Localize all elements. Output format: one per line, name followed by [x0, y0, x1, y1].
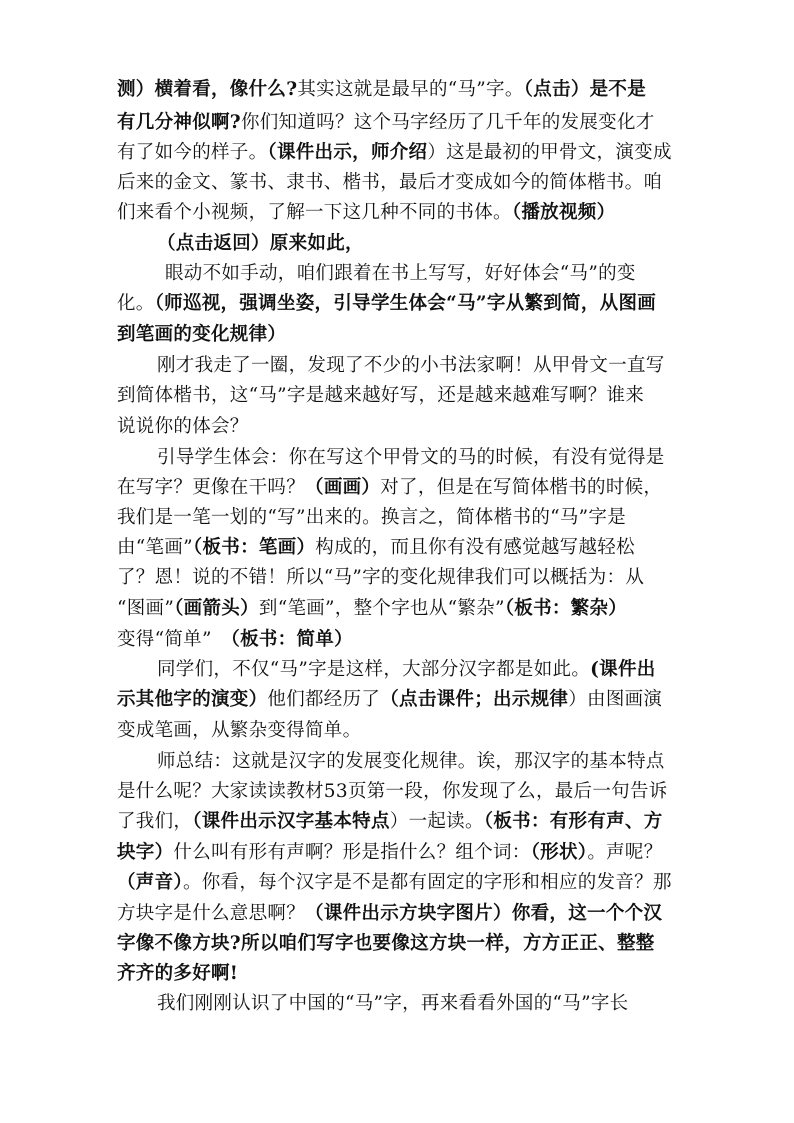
bold-text-run: （板书：有形有声、方: [483, 811, 663, 832]
text-line: [117, 874, 672, 893]
text-line: [157, 995, 628, 1014]
bold-text-run: （点击课件；出示规律: [380, 689, 569, 710]
text-line: [117, 144, 672, 163]
bold-text-run: （点击）是不是: [523, 79, 647, 100]
text-run: ）由图画演: [568, 689, 663, 710]
text-line: [117, 509, 626, 528]
bold-text-run: （课件出示，师介绍: [267, 142, 428, 163]
text-line: [157, 357, 665, 376]
bold-text-run: 齐齐的多好啊!: [117, 963, 239, 984]
text-line: [117, 539, 635, 558]
bold-text-run: （课件出示方块字图片）你看，这一个个汉: [305, 903, 663, 924]
text-run: “图画”: [117, 598, 175, 619]
text-line: [117, 844, 663, 863]
text-run: 后来的金文、篆书、隶书、楷书，最后才变成如今的简体楷书。咱: [117, 172, 663, 193]
text-run: 他们都经历了: [267, 689, 381, 710]
text-line: [117, 81, 646, 100]
bold-text-run: 块字）: [117, 842, 174, 863]
text-run: 变得“简单”: [117, 629, 231, 650]
text-line: [117, 722, 361, 741]
text-run: 在写字？更像在干吗？: [117, 477, 306, 498]
text-line: [117, 600, 627, 619]
text-line: [117, 114, 655, 133]
text-run: 。你看，每个汉字是不是都有固定的字形和相应的发音？那: [182, 872, 672, 893]
text-run: 我们是一笔一划的“写”出来的。换言之，简体楷书的“马”字是: [117, 507, 627, 528]
bold-text-run: （板书：繁杂）: [504, 598, 628, 619]
text-line: [157, 235, 364, 254]
text-run: 们来看个小视频，了解一下这几种不同的书体。: [117, 202, 512, 223]
bold-text-run: （师巡视，强调坐姿，引导学生体会“马”字从繁到简，从图画: [154, 293, 657, 314]
text-run: 师总结：这就是汉字的发展变化规律。诶，那汉字的基本特点: [157, 751, 665, 772]
text-run: 其实这就是最早的“马”字。: [297, 79, 524, 100]
text-run: ）一起读。: [389, 811, 484, 832]
text-line: [117, 783, 668, 802]
text-run: 构成的，而且你有没有感觉越写越轻松: [315, 537, 635, 558]
text-run: 说说你的体会？: [117, 416, 249, 437]
bold-text-run: 字像不像方块?所以咱们写字也要像这方块一样，方方正正、整整: [117, 933, 655, 954]
text-run: 什么叫有形有声啊？形是指什么？组个词：: [173, 842, 531, 863]
bold-text-run: （画箭头）: [174, 598, 259, 619]
text-line: [157, 661, 656, 680]
text-run: 了我们，: [117, 811, 193, 832]
text-line: [117, 418, 249, 437]
bold-text-run: 到笔画的变化规律）: [117, 324, 287, 345]
text-run: 了？恩！说的不错！所以“马”字的变化规律我们可以概括为：从: [117, 567, 645, 588]
text-line: [117, 479, 662, 498]
bold-text-run: （板书：简单）: [230, 629, 353, 650]
text-run: 眼动不如手动，咱们跟着在书上写写，好好体会“马”的变: [165, 263, 636, 284]
bold-text-run: （声音）: [117, 872, 183, 893]
text-run: 方块字是什么意思啊？: [117, 903, 306, 924]
text-run: 由“笔画”: [117, 537, 193, 558]
text-run: 到简体楷书，这“马”字是越来越好写，还是越来越难写啊？谁来: [117, 385, 645, 406]
text-run: 到“笔画”，整个字也从“繁杂”: [258, 598, 505, 619]
bold-text-run: (课件出: [590, 659, 656, 680]
text-run: 你们知道吗？这个马字经历了几千年的发展变化才: [240, 112, 655, 133]
bold-text-run: 示其他字的演变）: [117, 689, 268, 710]
bold-text-run: （板书：笔画）: [192, 537, 316, 558]
text-line: [165, 265, 636, 284]
text-run: 化。: [117, 293, 155, 314]
text-line: [117, 569, 644, 588]
bold-text-run: （播放视频）: [511, 202, 616, 223]
text-run: 我们刚刚认识了中国的“马”字，再来看看外国的“马”字长: [157, 993, 629, 1014]
text-line: [157, 449, 665, 468]
text-line: [117, 935, 655, 954]
text-run: 刚才我走了一圈，发现了不少的小书法家啊！从甲骨文一直写: [157, 355, 665, 376]
text-line: [117, 965, 238, 984]
text-line: [117, 631, 353, 650]
text-line: [117, 174, 662, 193]
text-line: [157, 753, 665, 772]
text-line: [117, 813, 663, 832]
text-run: ）这是最初的甲骨文，演变成: [427, 142, 672, 163]
text-run: 有了如今的样子。: [117, 142, 268, 163]
text-line: [117, 326, 286, 345]
bold-text-run: （画画）: [305, 477, 381, 498]
bold-text-run: （形状）: [530, 842, 588, 863]
text-run: 引导学生体会：你在写这个甲骨文的马的时候，有没有觉得是: [157, 447, 665, 468]
text-line: [117, 691, 662, 710]
text-run: 是什么呢？大家读读教材53页第一段，你发现了么，最后一句告诉: [117, 781, 668, 802]
bold-text-run: 测）横着看，像什么?: [117, 79, 298, 100]
text-line: [117, 204, 615, 223]
text-run: 对了，但是在写简体楷书的时候，: [380, 477, 663, 498]
text-line: [117, 295, 656, 314]
text-run: 同学们，不仅“马”字是这样，大部分汉字都是如此。: [157, 659, 591, 680]
bold-text-run: （课件出示汉字基本特点: [192, 811, 390, 832]
text-line: [117, 387, 644, 406]
text-line: [117, 905, 662, 924]
bold-text-run: （点击返回）原来如此，: [157, 233, 364, 254]
text-run: 。声呢？: [587, 842, 663, 863]
text-run: 变成笔画，从繁杂变得简单。: [117, 720, 362, 741]
bold-text-run: 有几分神似啊?: [117, 112, 241, 133]
